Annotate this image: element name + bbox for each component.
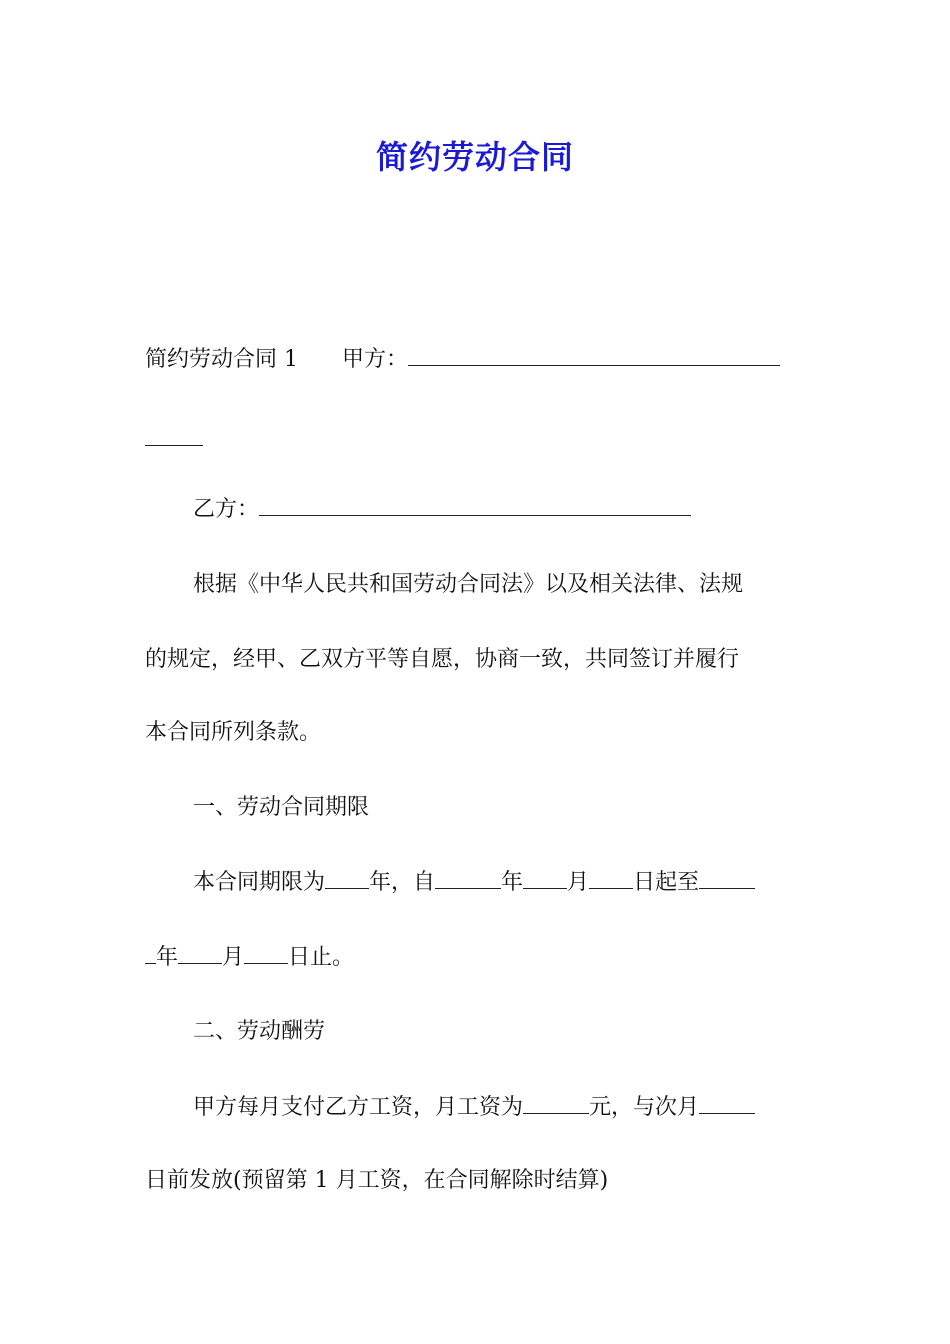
salary-line-2: 日前发放(预留第 1 月工资，在合同解除时结算) xyxy=(145,1168,609,1193)
start-year-unit: 年 xyxy=(501,870,524,895)
start-day-unit: 日起至 xyxy=(633,870,700,895)
term-years-unit: 年，自 xyxy=(369,870,436,895)
term-label: 本合同期限为 xyxy=(193,870,326,895)
party-b-label: 乙方： xyxy=(193,497,260,522)
section-2-heading: 二、劳动酬劳 xyxy=(193,1019,326,1044)
preamble-line-2: 的规定，经甲、乙双方平等自愿，协商一致，共同签订并履行 xyxy=(145,647,740,672)
salary-label: 甲方每月支付乙方工资，月工资为 xyxy=(193,1095,524,1120)
start-day-blank xyxy=(589,868,633,889)
salary-line-1 xyxy=(193,1093,863,1123)
section-1-heading: 一、劳动合同期限 xyxy=(193,795,370,820)
start-year-blank xyxy=(435,868,501,889)
start-month-blank xyxy=(523,868,567,889)
end-day-blank xyxy=(244,943,288,964)
pay-day-blank xyxy=(699,1093,755,1114)
party-a-blank-end xyxy=(145,425,203,446)
salary-unit: 元，与次月 xyxy=(589,1095,700,1120)
end-month-unit: 月 xyxy=(222,945,245,970)
party-a-label: 甲方： xyxy=(342,347,409,372)
term-line-1 xyxy=(193,868,863,898)
salary-amount-blank xyxy=(523,1093,589,1114)
end-year-blank xyxy=(699,868,755,889)
party-b-line xyxy=(193,495,863,525)
end-year-unit: 年 xyxy=(156,945,179,970)
preamble-line-1: 根据《中华人民共和国劳动合同法》以及相关法律、法规 xyxy=(193,572,744,597)
term-years-blank xyxy=(325,868,369,889)
end-month-blank xyxy=(178,943,222,964)
preamble-line-3: 本合同所列条款。 xyxy=(145,720,322,745)
party-a-blank xyxy=(408,345,780,366)
end-year-blank-end xyxy=(145,943,156,964)
end-day-unit: 日止。 xyxy=(288,945,355,970)
contract-number-label: 简约劳动合同 1 xyxy=(145,347,298,372)
party-a-blank-continuation xyxy=(145,425,815,455)
document-title: 简约劳动合同 xyxy=(375,138,574,176)
party-b-blank xyxy=(259,495,691,516)
term-line-2 xyxy=(145,943,815,973)
start-month-unit: 月 xyxy=(567,870,590,895)
contract-header-line xyxy=(145,345,815,375)
